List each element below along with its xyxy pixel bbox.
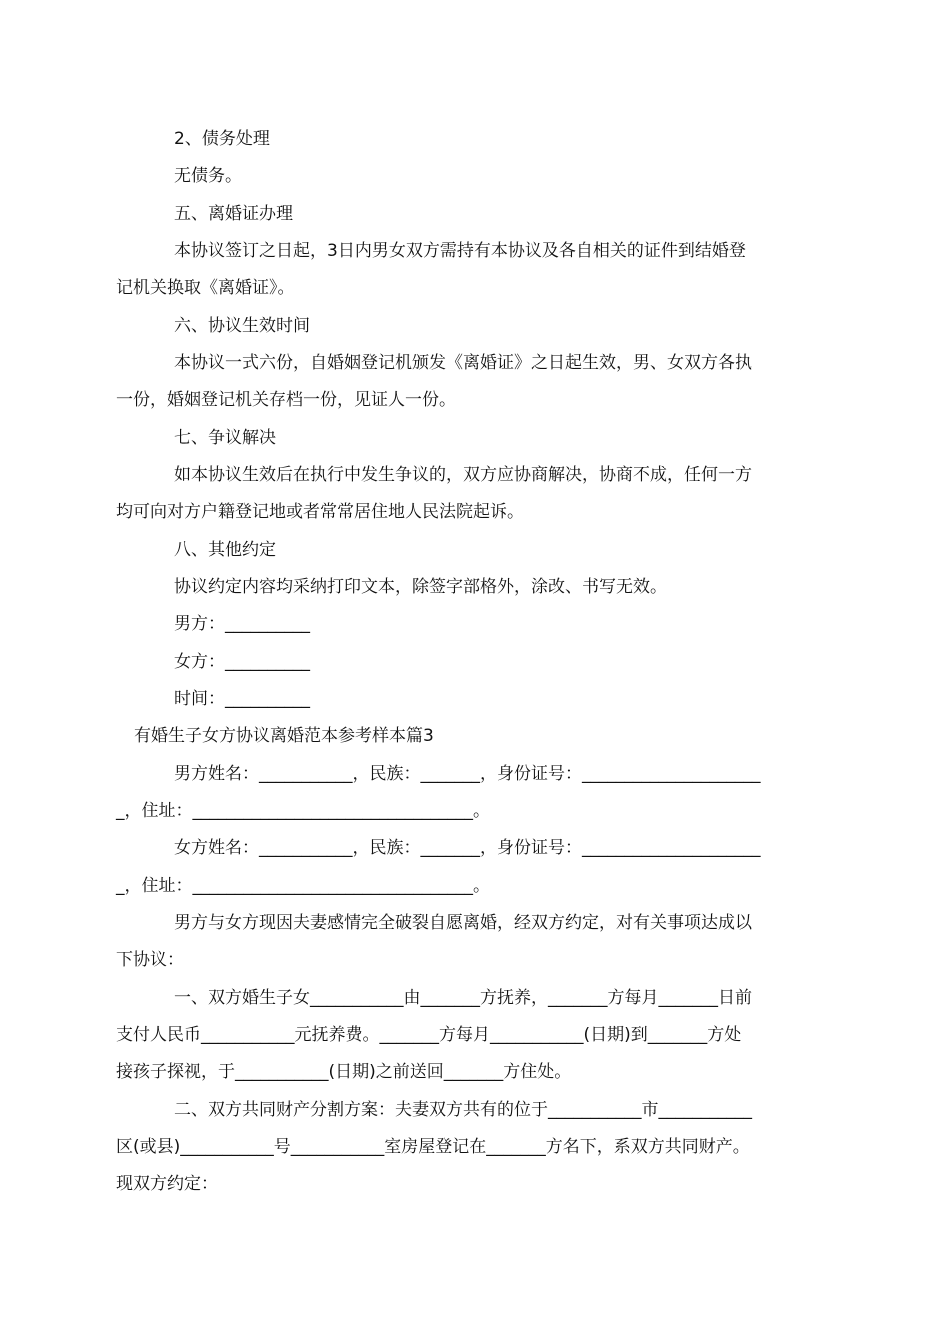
signature-date: 时间：__________ <box>174 689 310 709</box>
female-info-line-1: 女方姓名：___________，民族：_______，身份证号：_____________________ <box>174 838 761 858</box>
child-clause-line-1: 一、双方婚生子女___________由_______方抚养，_______方每月_______日前 <box>174 988 752 1008</box>
effective-text-line-2: 一份，婚姻登记机关存档一份，见证人一份。 <box>116 390 456 410</box>
signature-male: 男方：__________ <box>174 614 310 634</box>
property-clause-line-1: 二、双方共同财产分割方案：夫妻双方共有的位于___________市___________ <box>174 1100 752 1120</box>
dispute-heading: 七、争议解决 <box>174 428 276 448</box>
certificate-text-line-2: 记机关换取《离婚证》。 <box>116 278 295 298</box>
child-clause-line-2: 支付人民币___________元抚养费。_______方每月___________(日期)到_______方处 <box>116 1025 742 1045</box>
sample-title: 有婚生子女方协议离婚范本参考样本篇3 <box>134 726 434 746</box>
other-text: 协议约定内容均采纳打印文本，除签字部格外，涂改、书写无效。 <box>174 577 667 597</box>
dispute-text-line-2: 均可向对方户籍登记地或者常常居住地人民法院起诉。 <box>116 502 524 522</box>
certificate-heading: 五、离婚证办理 <box>174 204 293 224</box>
property-clause-line-2: 区(或县)___________号___________室房屋登记在_______方名下，系双方共同财产。 <box>116 1137 750 1157</box>
signature-female: 女方：__________ <box>174 652 310 672</box>
child-clause-line-3: 接孩子探视，于___________(日期)之前送回_______方住处。 <box>116 1062 572 1082</box>
debt-heading: 2、债务处理 <box>174 129 270 149</box>
dispute-text-line-1: 如本协议生效后在执行中发生争议的，双方应协商解决，协商不成，任何一方 <box>174 465 752 485</box>
female-info-line-2: _，住址：_________________________________。 <box>116 876 490 896</box>
effective-heading: 六、协议生效时间 <box>174 316 310 336</box>
intro-line-1: 男方与女方现因夫妻感情完全破裂自愿离婚，经双方约定，对有关事项达成以 <box>174 913 752 933</box>
other-heading: 八、其他约定 <box>174 540 276 560</box>
certificate-text-line-1: 本协议签订之日起，3日内男女双方需持有本协议及各自相关的证件到结婚登 <box>174 241 746 261</box>
debt-text: 无债务。 <box>174 166 242 186</box>
male-info-line-1: 男方姓名：___________，民族：_______，身份证号：_____________________ <box>174 764 761 784</box>
property-clause-line-3: 现双方约定： <box>116 1174 218 1194</box>
intro-line-2: 下协议： <box>116 950 184 970</box>
male-info-line-2: _，住址：_________________________________。 <box>116 801 490 821</box>
effective-text-line-1: 本协议一式六份，自婚姻登记机颁发《离婚证》之日起生效，男、女双方各执 <box>174 353 752 373</box>
